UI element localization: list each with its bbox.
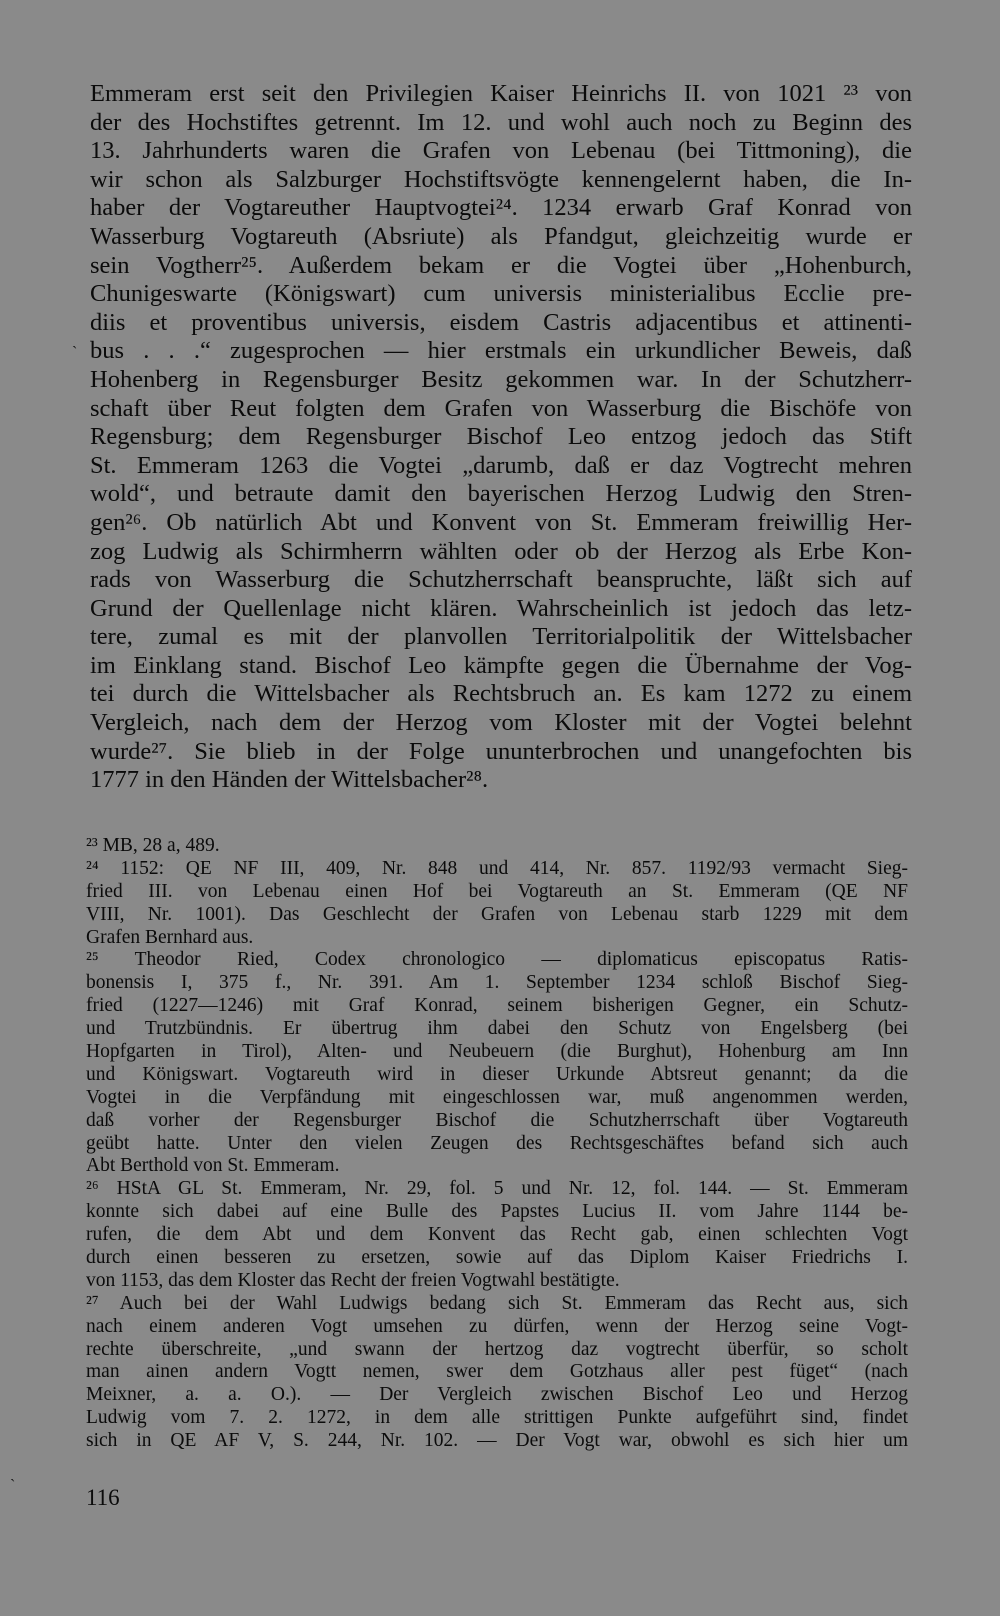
body-text-line: im Einklang stand. Bischof Leo kämpfte gegen die Übernahme der Vog- <box>90 651 912 679</box>
footnote-27-line: nach einem anderen Vogt umsehen zu dürfen, wenn der Herzog seine Vogt- <box>86 1315 908 1337</box>
body-text-line: tei durch die Wittelsbacher als Rechtsbruch an. Es kam 1272 zu einem <box>90 680 912 708</box>
main-text-block <box>90 80 912 795</box>
page-number: 116 <box>86 1485 120 1510</box>
footnote-27-line: man ainen andern Vogtt nemen, swer dem Gotzhaus aller pest füget“ (nach <box>86 1361 908 1383</box>
body-text-line: St. Emmeram 1263 die Vogtei „darumb, daß er daz Vogtrecht mehren <box>90 451 912 479</box>
footnote-25-line: geübt hatte. Unter den vielen Zeugen des Rechtsgeschäftes befand sich auch <box>86 1132 908 1154</box>
footnote-26-line: von 1153, das dem Kloster das Recht der freien Vogtwahl bestätigte. <box>86 1269 620 1291</box>
body-text-line: 1777 in den Händen der Wittelsbacher²⁸. <box>90 766 489 794</box>
body-text-line: tere, zumal es mit der planvollen Territorialpolitik der Wittelsbacher <box>90 623 912 651</box>
body-text-line: diis et proventibus universis, eisdem Castris adjacentibus et attinenti- <box>90 308 912 336</box>
footnote-24-line: ²⁴ 1152: QE NF III, 409, Nr. 848 und 414, Nr. 857. 1192/93 vermacht Sieg- <box>86 857 908 879</box>
footnote-23-line: ²³ MB, 28 a, 489. <box>86 835 220 856</box>
margin-mark: ˋ <box>72 344 78 361</box>
footnote-24-line: fried III. von Lebenau einen Hof bei Vogtareuth an St. Emmeram (QE NF <box>86 880 908 902</box>
footnote-25-line: bonensis I, 375 f., Nr. 391. Am 1. September 1234 schloß Bischof Sieg- <box>86 972 908 994</box>
footnote-25-line: ²⁵ Theodor Ried, Codex chronologico — diplomaticus episcopatus Ratis- <box>86 949 908 971</box>
footnotes-block <box>86 835 908 1453</box>
footnote-27-line: rechte überschreite, „und swann der hertzog daz vogtrecht überfür, so scholt <box>86 1338 908 1360</box>
body-text-line: schaft über Reut folgten dem Grafen von Wasserburg die Bischöfe von <box>90 394 912 422</box>
body-text-line: der des Hochstiftes getrennt. Im 12. und wohl auch noch zu Beginn des <box>90 108 912 136</box>
footnote-25-line: Abt Berthold von St. Emmeram. <box>86 1155 340 1177</box>
footnote-25-line: und Königswart. Vogtareuth wird in dieser Urkunde Abtsreut genannt; da die <box>86 1063 908 1085</box>
footnote-25-line: daß vorher der Regensburger Bischof die Schutzherrschaft über Vogtareuth <box>86 1109 908 1131</box>
body-text-line: wurde²⁷. Sie blieb in der Folge ununterbrochen und unangefochten bis <box>90 737 912 765</box>
body-text-line: gen²⁶. Ob natürlich Abt und Konvent von St. Emmeram freiwillig Her- <box>90 508 912 536</box>
body-text-line: 13. Jahrhunderts waren die Grafen von Lebenau (bei Tittmoning), die <box>90 137 912 165</box>
footnote-27-line: ²⁷ Auch bei der Wahl Ludwigs bedang sich St. Emmeram das Recht aus, sich <box>86 1292 908 1314</box>
footnote-24-line: Grafen Bernhard aus. <box>86 926 254 948</box>
footnote-27-line: sich in QE AF V, S. 244, Nr. 102. — Der Vogt war, obwohl es sich hier um <box>86 1430 908 1452</box>
body-text-line: Regensburg; dem Regensburger Bischof Leo entzog jedoch das Stift <box>90 423 912 451</box>
footnote-24-line: VIII, Nr. 1001). Das Geschlecht der Grafen von Lebenau starb 1229 mit dem <box>86 903 908 925</box>
footnote-25-line: fried (1227—1246) mit Graf Konrad, seinem bisherigen Gegner, ein Schutz- <box>86 995 908 1017</box>
footnote-26-line: ²⁶ HStA GL St. Emmeram, Nr. 29, fol. 5 und Nr. 12, fol. 144. — St. Emmeram <box>86 1178 908 1200</box>
body-text-line: rads von Wasserburg die Schutzherrschaft beanspruchte, läßt sich auf <box>90 566 912 594</box>
body-text-line: Wasserburg Vogtareuth (Absriute) als Pfandgut, gleichzeitig wurde er <box>90 222 912 250</box>
footnote-26-line: konnte sich dabei auf eine Bulle des Papstes Lucius II. vom Jahre 1144 be- <box>86 1201 908 1223</box>
footnote-27-line: Meixner, a. a. O.). — Der Vergleich zwischen Bischof Leo und Herzog <box>86 1384 908 1406</box>
margin-mark: ˋ <box>10 1477 16 1494</box>
body-text-line: wold“, und betraute damit den bayerischen Herzog Ludwig den Stren- <box>90 480 912 508</box>
body-text-line: Grund der Quellenlage nicht klären. Wahrscheinlich ist jedoch das letz- <box>90 594 912 622</box>
body-text-line: wir schon als Salzburger Hochstiftsvögte kennengelernt haben, die In- <box>90 165 912 193</box>
body-text-line: Emmeram erst seit den Privilegien Kaiser Heinrichs II. von 1021 ²³ von <box>90 80 912 107</box>
footnote-25-line: und Trutzbündnis. Er übertrug ihm dabei den Schutz von Engelsberg (bei <box>86 1018 908 1040</box>
footnote-25-line: Vogtei in die Verpfändung mit eingeschlossen war, muß angenommen werden, <box>86 1086 908 1108</box>
body-text-line: haber der Vogtareuther Hauptvogtei²⁴. 1234 erwarb Graf Konrad von <box>90 194 912 222</box>
footnote-26-line: durch einen besseren zu ersetzen, sowie auf das Diplom Kaiser Friedrichs I. <box>86 1247 908 1269</box>
body-text-line: zog Ludwig als Schirmherrn wählten oder ob der Herzog als Erbe Kon- <box>90 537 912 565</box>
footnote-25-line: Hopfgarten in Tirol), Alten- und Neubeuern (die Burghut), Hohenburg am Inn <box>86 1041 908 1063</box>
body-text-line: Vergleich, nach dem der Herzog vom Kloster mit der Vogtei belehnt <box>90 709 912 737</box>
body-text-line: sein Vogtherr²⁵. Außerdem bekam er die Vogtei über „Hohenburch, <box>90 251 912 279</box>
body-text-line: Hohenberg in Regensburger Besitz gekommen war. In der Schutzherr- <box>90 365 912 393</box>
footnote-26-line: rufen, die dem Abt und dem Konvent das Recht gab, einen schlechten Vogt <box>86 1224 908 1246</box>
body-text-line: Chunigeswarte (Königswart) cum universis ministerialibus Ecclie pre- <box>90 280 912 308</box>
body-text-line: bus . . .“ zugesprochen — hier erstmals ein urkundlicher Beweis, daß <box>90 337 912 365</box>
footnote-27-line: Ludwig vom 7. 2. 1272, in dem alle strittigen Punkte aufgeführt sind, findet <box>86 1407 908 1429</box>
